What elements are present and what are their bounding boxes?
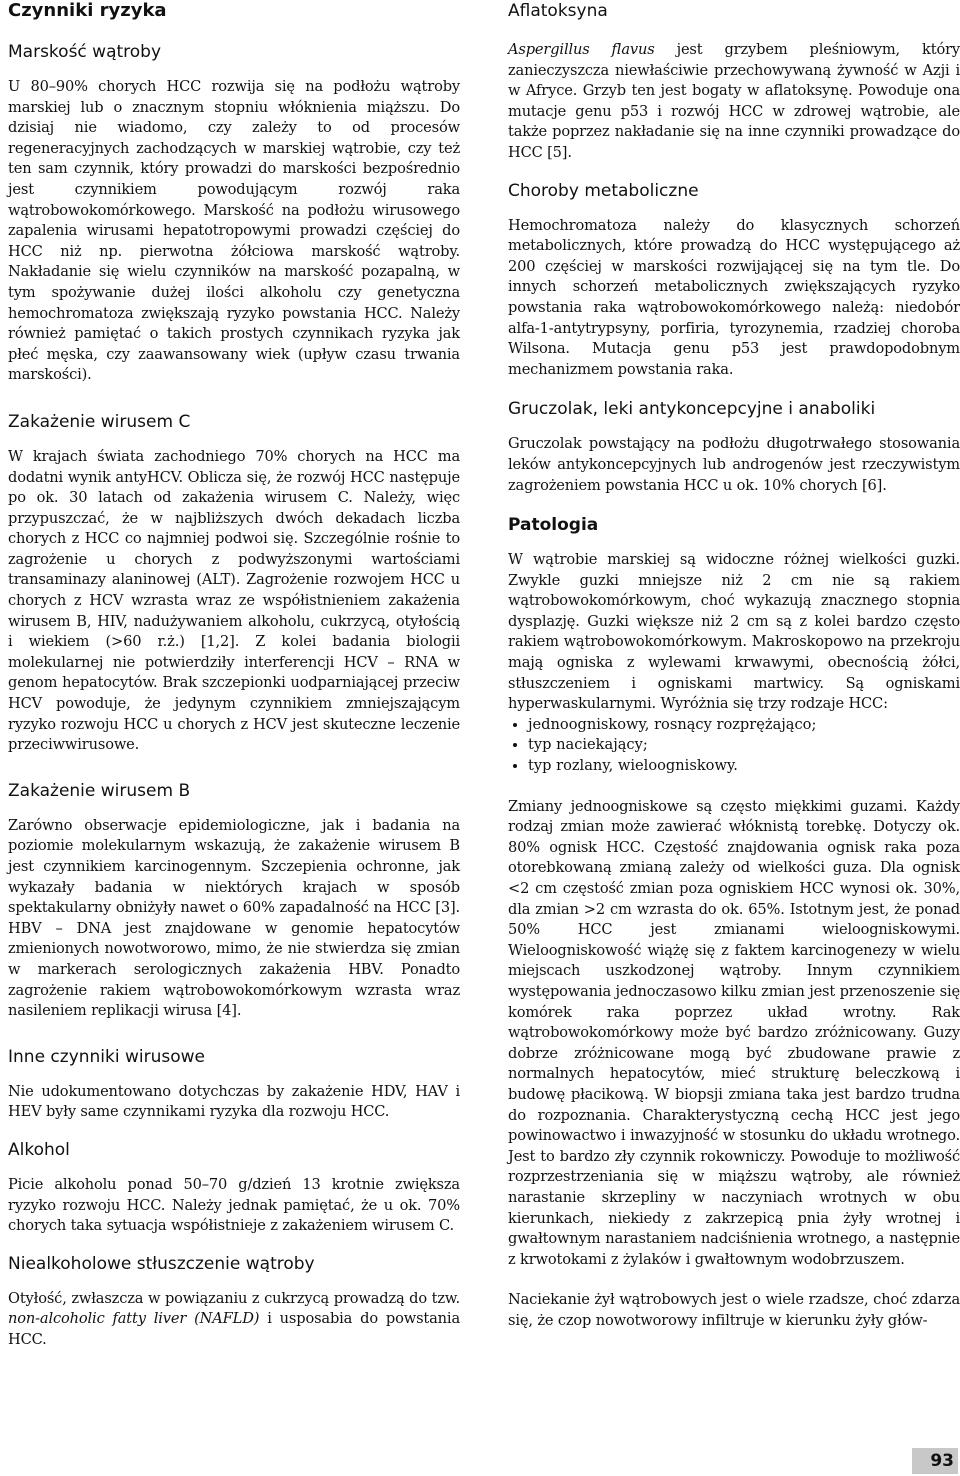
heading-other-viral: Inne czynniki wirusowe — [8, 1046, 206, 1067]
paragraph-pathology-2: Zmiany jednoogniskowe są często miękkimi guzami. Każdy rodzaj zmian może zawierać włóknistą torebkę. Dotyczy ok. 80% ognisk HCC. Częstość znajdowania ognisk raka poza otorebkowaną zmianą zależy od wielkości guza. Dla ognisk <2 cm częstość zmian poza ogniskiem HCC wynosi ok. 30%, dla zmian >2 cm wzrasta do ok. 65%. Istotnym jest, że ponad 50% HCC jest zmianami wieloogniskowymi. Wieloogniskowość wiążę się z faktem karcinogenezy w wielu miejscach uszkodzonej wątroby. Innym czynnikiem występowania jednoczasowo kilku zmian jest przenoszenie się komórek raka poprzez układ wrotny. Rak wątrobowokomórkowy może być bardzo zróżnicowany. Guzy dobrze zróżnicowane mogą być zbudowane prawie z normalnych hepatocytów, mieć strukturę beleczkową i budowę płacikową. W biopsji zmiana taka jest bardzo trudna do rozpoznania. Charakterystyczną cechą HCC jest jego powinowactwo i inwazyjność w stosunku do układu wrotnego. Jest to bardzo zły czynnik rokowniczy. Powoduje to możliwość rozprzestrzeniania się w miąższu wątroby, ale również narastanie skrzepliny w naczyniach wrotnych w obu kierunkach, niekiedy z zakrzepicą pnia żyły wrotnej i gwałtownym narastaniem nadciśnienia wrotnego, a następnie z krwotokami z żylaków i gwałtownym wodobrzuszem. — [508, 797, 960, 1268]
heading-hcv: Zakażenie wirusem C — [8, 411, 191, 432]
list-item: • jednoogniskowy, rosnący rozprężająco; — [528, 715, 960, 736]
paragraph-cirrhosis: U 80–90% chorych HCC rozwija się na podłożu wątroby marskiej lub o znacznym stopniu włóknienia miąższu. Do dzisiaj nie wiadomo, czy zależy to od procesów regeneracyjnych zachodzących w marskiej wątrobie, czy też ten sam czynnik, który prowadzi do marskości bezpośrednio jest czynnikiem powodującym rozwój raka wątrobowokomórkowego. Marskość na podłożu wirusowego zapalenia wirusami hepatotropowymi prowadzi częściej do HCC niż np. pierwotna żółciowa marskość wątroby. Nakładanie się wielu czynników na marskość pozapalną, w tym spożywanie dużej ilości alkoholu czy genetyczna hemochromatoza zwiększają ryzyko powstania HCC. Należy również pamiętać o takich prostych czynnikach ryzyka jak płeć męska, czy zaawansowany wiek (upływ czasu trwania marskości). — [8, 78, 460, 384]
section-heading-risk-factors: Czynniki ryzyka — [8, 0, 167, 21]
paragraph-pathology-3: Naciekanie żył wątrobowych jest o wiele rzadsze, choć zdarza się, że czop nowotworowy infiltruje w kierunku żyły głów- — [508, 1291, 960, 1329]
paragraph-adenoma: Gruczolak powstający na podłożu długotrwałego stosowania leków antykoncepcyjnych lub androgenów jest rzeczywistym zagrożeniem powstania HCC u ok. 10% chorych [6]. — [508, 435, 960, 494]
paragraph-alcohol: Picie alkoholu ponad 50–70 g/dzień 13 krotnie zwiększa ryzyko rozwoju HCC. Należy jednak pamiętać, że u ok. 70% chorych taka sytuacja współistnieje z zakażeniem wirusem C. — [8, 1175, 460, 1235]
nafld-term: non-alcoholic fatty liver (NAFLD) — [8, 1310, 260, 1328]
heading-pathology: Patologia — [508, 515, 599, 536]
paragraph-hbv: Zarówno obserwacje epidemiologiczne, jak i badania na poziomie molekularnym wskazują, że zakażenie wirusem B jest czynnikiem karcinogennym. Szczepienia ochronne, jak wykazały badania w niektórych krajach w sposób spektakularny obniżyły nawet o 60% zapadalność na HCC [3]. HBV – DNA jest znajdowane w genomie hepatocytów zmienionych nowotworowo, mimo, że nie stwierdza się zmian w markerach serologicznych zakażenia HBV. Ponadto zagrożenie rakiem wątrobowokomórkowym wzrasta wraz nasileniem replikacji wirusa [4]. — [8, 816, 460, 1020]
aspergillus-term: Aspergillus flavus — [508, 41, 655, 58]
page-number: 93 — [912, 1448, 958, 1474]
heading-alcohol: Alkohol — [8, 1139, 70, 1160]
right-column — [508, 0, 960, 1331]
paragraph-aflatoxin: Aspergillus flavus jest grzybem pleśniowym, który zanieczyszcza niewłaściwie przechowywaną żywność w Azji i w Afryce. Grzyb ten jest bogaty w aflatoksynę. Powoduje ona mutacje genu p53 i rozwój HCC w zdrowej wątrobie, ale także poprzez nakładanie się na inne czynniki prowadzące do HCC [5]. — [508, 41, 960, 161]
heading-aflatoxin: Aflatoksyna — [508, 1, 608, 21]
hcc-types-list — [508, 715, 960, 777]
list-item: • typ naciekający; — [528, 735, 960, 756]
paragraph-other-viral: Nie udokumentowano dotychczas by zakażenie HDV, HAV i HEV były same czynnikami ryzyka dla rozwoju HCC. — [8, 1082, 460, 1121]
left-column — [8, 0, 460, 1351]
paragraph-hcv: W krajach świata zachodniego 70% chorych na HCC ma dodatni wynik antyHCV. Oblicza się, że rozwój HCC następuje po ok. 30 latach od zakażenia wirusem C. Należy, więc przypuszczać, że w najbliższych dwóch dekadach liczba chorych z HCC co najmniej podwoi się. Szczególnie rośnie to zagrożenie u chorych z podwyższonymi wartościami transaminazy alaninowej (ALT). Zagrożenie rozwojem HCC u chorych z HCV wzrasta wraz ze współistnieniem zakażenia wirusem B, HIV, nadużywaniem alkoholu, cukrzycą, otyłością i wiekiem (>60 r.ż.) [1,2]. Z kolei badania biologii molekularnej nie potwierdziły interferencji HCV – RNA w genom hepatocytów. Brak szczepionki uodparniającej przeciw HCV powoduje, że jedynym czynnikiem zmniejszającym ryzyko rozwoju HCC u chorych z HCV jest skuteczne leczenie przeciwwirusowe. — [8, 447, 460, 754]
heading-hbv: Zakażenie wirusem B — [8, 780, 191, 801]
heading-nafld: Niealkoholowe stłuszczenie wątroby — [8, 1253, 315, 1274]
heading-cirrhosis: Marskość wątroby — [8, 42, 162, 62]
heading-metabolic: Choroby metaboliczne — [508, 180, 699, 201]
paragraph-pathology: W wątrobie marskiej są widoczne różnej wielkości guzki. Zwykle guzki mniejsze niż 2 cm nie są rakiem wątrobowokomórkowym, choć wykazują znacznego stopnia dysplazję. Guzki większe niż 2 cm są z kolei bardzo często rakiem wątrobowokomórkowym. Makroskopowo na przekroju mają ogniska z wylewami krwawymi, obecnością żółci, stłuszczeniem i ogniskami martwicy. Są ogniskami hyperwaskularnymi. Wyróżnia się trzy rodzaje HCC: — [508, 551, 960, 713]
list-item: • typ rozlany, wieloogniskowy. — [528, 756, 960, 777]
paragraph-metabolic: Hemochromatoza należy do klasycznych schorzeń metabolicznych, które prowadzą do HCC występującego aż 200 częściej w marskości rozwijającej się na tym tle. Do innych schorzeń metabolicznych zwiększających ryzyko powstania raka wątrobowokomórkowego należą: niedobór alfa-1-antytrypsyny, porfiria, tyrozynemia, rzadziej choroba Wilsona. Mutacja genu p53 jest prawdopodobnym mechanizmem powstania raka. — [508, 216, 960, 378]
paragraph-nafld: Otyłość, zwłaszcza w powiązaniu z cukrzycą prowadzą do tzw. non-alcoholic fatty liver (NAFLD) i usposabia do powstania HCC. — [8, 1289, 460, 1348]
heading-adenoma: Gruczolak, leki antykoncepcyjne i anaboliki — [508, 399, 876, 420]
